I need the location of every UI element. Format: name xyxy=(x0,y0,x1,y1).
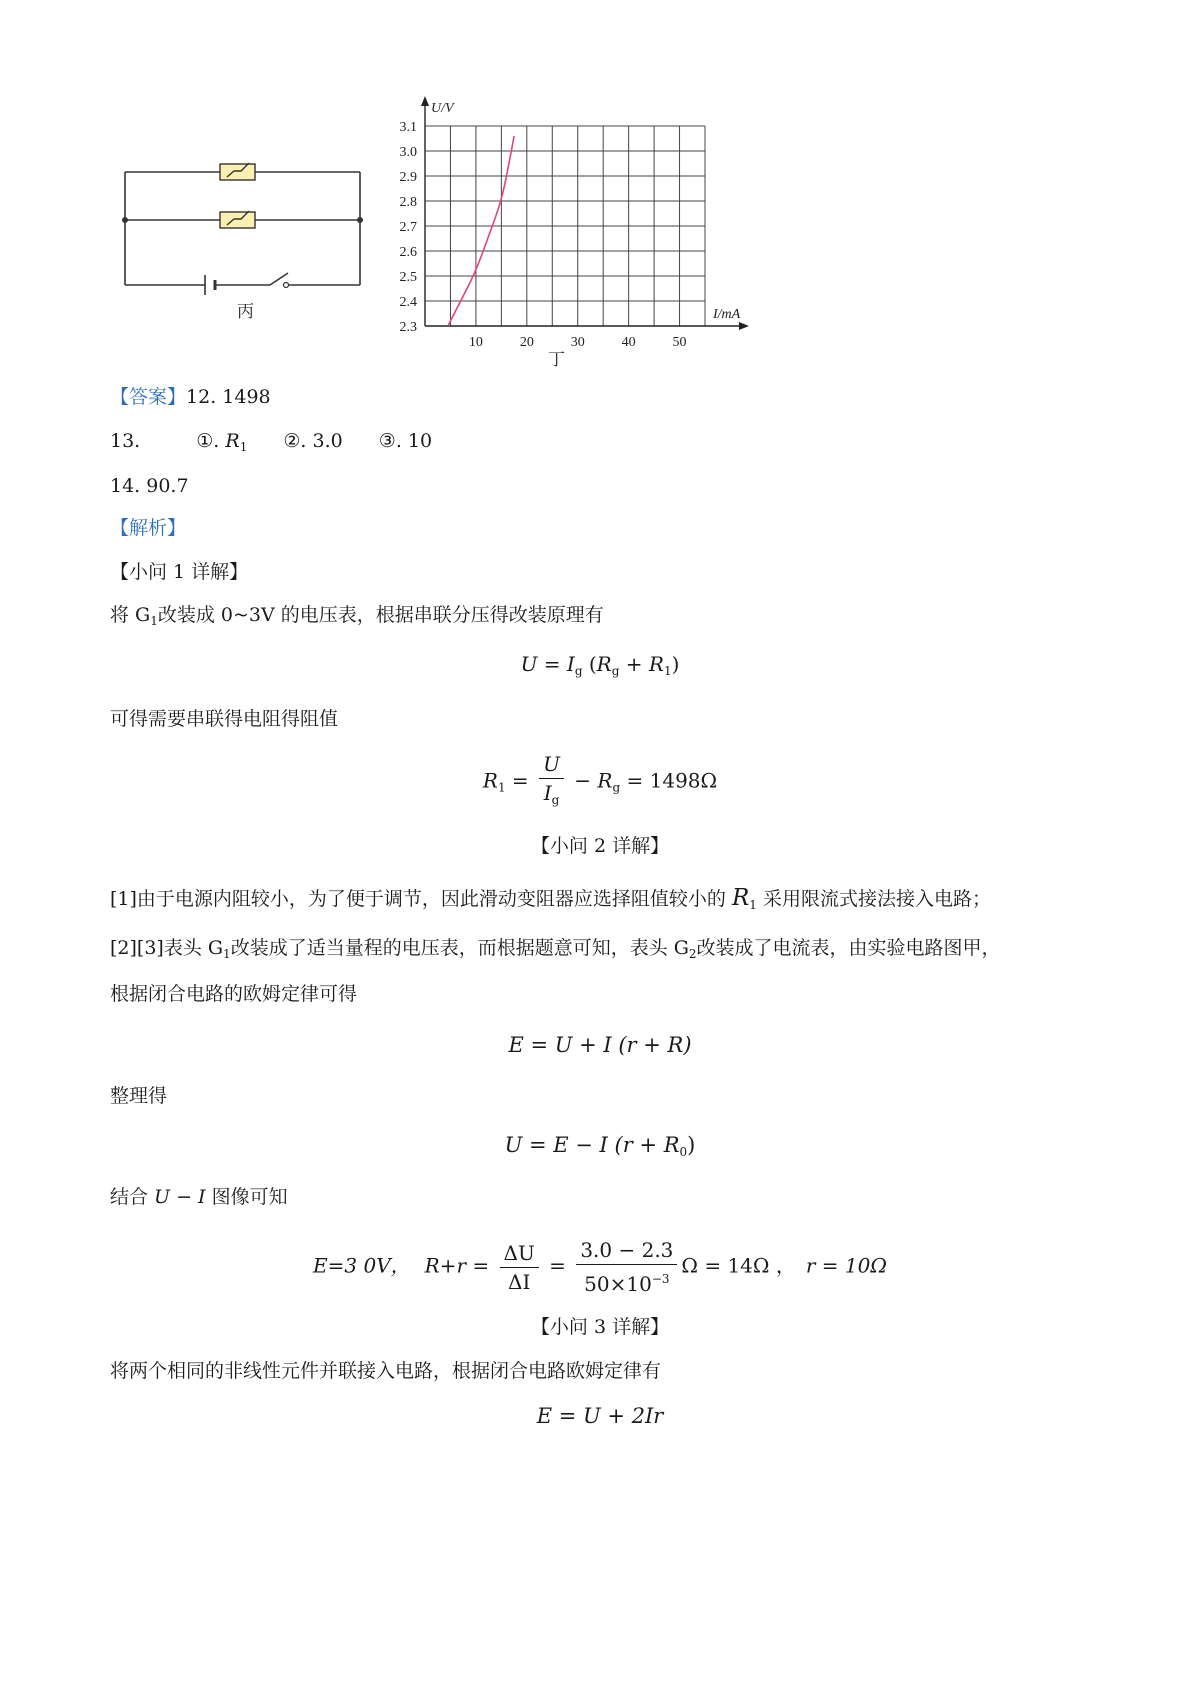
y-tick-label: 2.5 xyxy=(399,270,417,285)
answer-q12: 12. 1498 xyxy=(186,386,271,408)
battery-icon xyxy=(205,275,215,295)
sub2-para-2: [2][3]表头 $G_1$改装成了适当量程的电压表，而根据题意可知，表头 $G_2$改装成了电流表，由实验电路图甲， xyxy=(110,937,1001,961)
sub2-para-5: 结合 U − I 图像可知 xyxy=(110,1186,288,1208)
equation-4: U = E − I $(r + R_0)$ xyxy=(504,1133,696,1159)
equation-3: E = U + I (r + R) xyxy=(508,1033,692,1057)
sub2-title: 【小问 2 详解】 xyxy=(530,835,670,857)
nonlinear-element-2 xyxy=(220,211,255,228)
x-tick-label: 40 xyxy=(621,335,636,350)
y-tick-label: 2.8 xyxy=(399,195,417,210)
y-tick-label: 2.6 xyxy=(399,245,417,260)
q13-answer-3: ③. 10 xyxy=(378,430,433,452)
ui-chart xyxy=(380,88,770,378)
x-axis-label: I/mA xyxy=(713,307,741,322)
y-tick-label: 3.1 xyxy=(399,120,417,135)
equation-5: E=3 0V， R+r = $\frac{\Delta U}{\Delta I}$ = $\frac{3.0 - 2.3}{50\times 10^{-3}}$ Ω = 14Ω ， r = 10Ω xyxy=(313,1238,887,1296)
sub3-title: 【小问 3 详解】 xyxy=(530,1316,670,1338)
y-axis-arrow-icon xyxy=(421,96,429,106)
switch-icon xyxy=(284,283,289,288)
answer-q13 xyxy=(110,427,432,461)
x-tick-label: 30 xyxy=(570,335,585,350)
q13-answer-2: ②. 3.0 xyxy=(283,430,343,452)
answer-q14: 14. 90.7 xyxy=(110,475,189,497)
sub2-para-1: [1]由于电源内阻较小，为了便于调节，因此滑动变阻器应选择阻值较小的 $R_1$ 采用限流式接法接入电路； xyxy=(110,885,991,912)
y-tick-label: 2.7 xyxy=(399,220,417,235)
x-axis-arrow-icon xyxy=(739,322,749,330)
sub3-para-1: 将两个相同的非线性元件并联接入电路，根据闭合电路欧姆定律有 xyxy=(110,1360,662,1382)
sub1-text: 将 $G_1$改装成 0~3V 的电压表，根据串联分压得改装原理有 xyxy=(110,604,604,628)
equation-1: $U = I_g$ $(R_g + R_1)$ xyxy=(520,652,680,678)
chart-caption: 丁 xyxy=(548,350,565,370)
equation-2: $R_1$ = $\frac{U}{I_g}$ − $R_g = 1498\Omega$ xyxy=(482,752,718,807)
circuit-caption: 丙 xyxy=(237,302,254,321)
x-tick-label: 10 xyxy=(468,335,483,350)
sub2-para-4: 整理得 xyxy=(110,1085,168,1107)
x-tick-label: 20 xyxy=(519,335,534,350)
sub2-para-3: 根据闭合电路的欧姆定律可得 xyxy=(110,983,358,1005)
answer-line xyxy=(110,383,271,411)
sub1-text-2: 可得需要串联得电阻得阻值 xyxy=(110,708,339,730)
x-tick-label: 50 xyxy=(672,335,687,350)
y-tick-label: 2.4 xyxy=(399,295,417,310)
q13-number: 13. xyxy=(110,430,141,452)
q13-answer-1: ①. $R_1$ xyxy=(196,430,248,454)
y-tick-label: 3.0 xyxy=(399,145,417,160)
circuit-diagram xyxy=(110,145,400,355)
y-tick-label: 2.3 xyxy=(399,320,417,335)
series-line xyxy=(448,136,514,326)
nonlinear-element-1 xyxy=(220,163,255,180)
equation-6: E = U + 2Ir xyxy=(536,1404,664,1428)
y-tick-label: 2.9 xyxy=(399,170,417,185)
sub1-title: 【小问 1 详解】 xyxy=(110,561,249,583)
y-axis-label: U/V xyxy=(431,101,454,116)
answer-tag: 【答案】 xyxy=(110,386,187,408)
analysis-tag: 【解析】 xyxy=(110,517,187,539)
